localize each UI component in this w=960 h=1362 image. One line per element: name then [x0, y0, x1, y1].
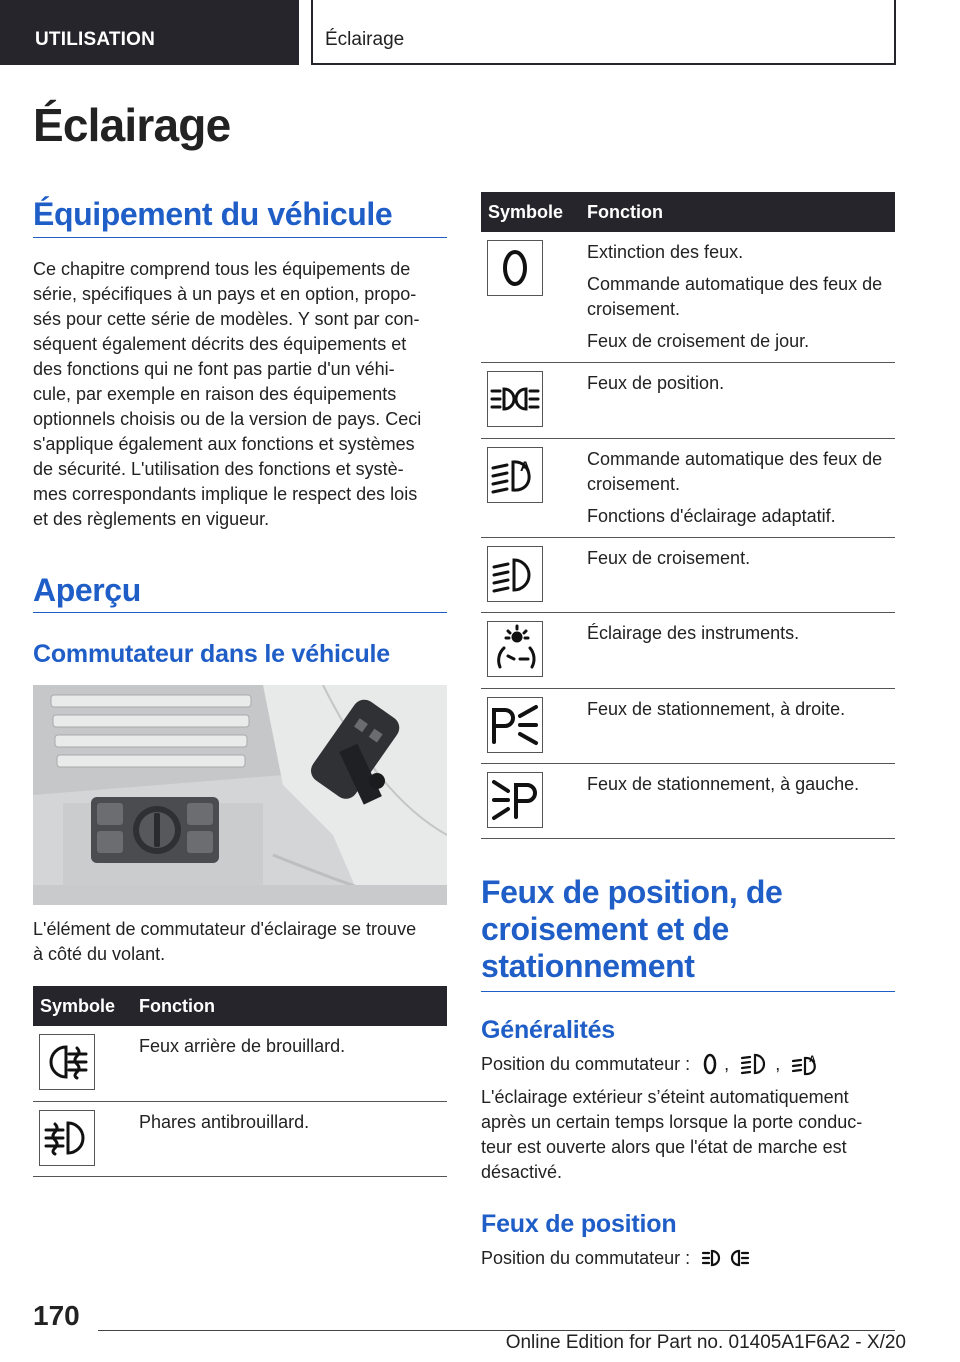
table-row — [481, 439, 895, 538]
paragraph-line: après un certain temps lorsque la porte conduc- — [481, 1112, 863, 1132]
section-label: UTILISATION — [35, 29, 156, 50]
table-row — [33, 1101, 447, 1176]
heading-line: croisement et de — [481, 911, 729, 947]
lights-section-heading — [481, 874, 895, 992]
table-row — [481, 538, 895, 613]
light-switch-photo — [33, 685, 447, 905]
separator: , — [775, 1054, 781, 1074]
svg-text:A: A — [809, 1054, 816, 1064]
heading-line: Feux de position, de — [481, 874, 783, 910]
position-label: Position du commutateur : — [481, 1054, 691, 1074]
function-text: Feux de stationnement, à gauche. — [587, 774, 860, 794]
table-row — [33, 1026, 447, 1101]
low-beam-icon — [487, 546, 543, 602]
chapter-label: Éclairage — [325, 29, 405, 50]
symbol-column-header: Symbole — [33, 986, 129, 1026]
equipment-line: et des règlements en vigueur. — [33, 509, 270, 529]
heading-line: stationnement — [481, 948, 695, 984]
edition-text: Online Edition for Part no. 01405A1F6A2 - X/20 — [505, 1332, 906, 1353]
equipment-line: de sécurité. L'utilisation des fonctions et systè- — [33, 459, 404, 479]
auto-low-beam-icon — [791, 1052, 821, 1076]
footer-divider — [98, 1330, 895, 1331]
function-text: Éclairage des instruments. — [587, 623, 800, 643]
equipment-line: des fonctions qui ne font pas partie d'un véhi- — [33, 359, 395, 379]
rear-fog-light-icon — [39, 1034, 95, 1090]
apercu-heading: Aperçu — [33, 572, 447, 613]
equipment-line: cule, par exemple en raison des équipements — [33, 384, 397, 404]
function-column-header: Fonction — [577, 192, 895, 232]
table-row — [481, 764, 895, 839]
equipment-line: sés pour cette série de modèles. Y sont par con- — [33, 309, 420, 329]
position-lights-icon — [487, 371, 543, 427]
function-text: Phares antibrouillard. — [139, 1111, 310, 1132]
auto-low-beam-icon — [487, 447, 543, 503]
front-fog-light-icon — [39, 1110, 95, 1166]
position-label: Position du commutateur : — [481, 1248, 691, 1268]
equipment-line: séquent également décrits des équipements et — [33, 334, 407, 354]
svg-text:A: A — [520, 458, 531, 474]
position-lights-switch-line — [481, 1246, 901, 1271]
equipment-heading: Équipement du véhicule — [33, 196, 447, 238]
separator: , — [724, 1054, 730, 1074]
page-title: Éclairage — [33, 99, 231, 151]
table-row — [481, 363, 895, 439]
lights-off-icon — [701, 1052, 719, 1076]
lighting-symbols-table — [481, 192, 895, 839]
caption-line: à côté du volant. — [33, 944, 166, 964]
chapter-tab — [311, 0, 896, 65]
parking-light-right-icon — [487, 697, 543, 753]
switch-caption — [33, 917, 451, 967]
table-row — [481, 232, 895, 363]
function-text: Feux de croisement de jour. — [587, 331, 810, 351]
generalites-paragraph — [481, 1085, 901, 1185]
paragraph-line: désactivé. — [481, 1162, 563, 1182]
equipment-paragraph — [33, 257, 451, 532]
switch-position-line — [481, 1052, 901, 1077]
paragraph-line: L'éclairage extérieur s’éteint automatiquement — [481, 1087, 849, 1107]
equipment-line: mes correspondants implique le respect des lois — [33, 484, 418, 504]
function-text: Commande automatique des feux de croisement. — [587, 449, 883, 494]
fog-lights-table — [33, 986, 447, 1177]
function-text: Extinction des feux. — [587, 242, 744, 262]
function-text: Feux de croisement. — [587, 548, 751, 568]
function-text: Feux de position. — [587, 373, 725, 393]
parking-light-left-icon — [487, 772, 543, 828]
equipment-line: Ce chapitre comprend tous les équipements de — [33, 259, 411, 279]
position-lights-icon — [701, 1246, 751, 1270]
function-text: Fonctions d'éclairage adaptatif. — [587, 506, 836, 526]
function-text: Feux de stationnement, à droite. — [587, 699, 846, 719]
function-text: Commande automatique des feux de croisement. — [587, 274, 883, 319]
lights-off-icon — [487, 240, 543, 296]
equipment-line: série, spécifiques à un pays et en option, propo- — [33, 284, 417, 304]
table-row — [481, 613, 895, 689]
table-row — [481, 689, 895, 764]
generalites-heading: Généralités — [481, 1016, 615, 1044]
section-tab — [0, 0, 299, 65]
symbol-column-header: Symbole — [481, 192, 577, 232]
paragraph-line: teur est ouverte alors que l'état de marche est — [481, 1137, 847, 1157]
caption-line: L'élément de commutateur d'éclairage se trouve — [33, 919, 417, 939]
function-column-header: Fonction — [129, 986, 447, 1026]
page-number: 170 — [33, 1300, 80, 1331]
equipment-line: optionnels choisis ou de la version de pays. Ceci — [33, 409, 422, 429]
switch-heading: Commutateur dans le véhicule — [33, 640, 390, 668]
position-lights-heading: Feux de position — [481, 1210, 677, 1238]
low-beam-icon — [740, 1052, 770, 1076]
instrument-lighting-icon — [487, 621, 543, 677]
equipment-line: s'applique également aux fonctions et systèmes — [33, 434, 415, 454]
function-text: Feux arrière de brouillard. — [139, 1036, 346, 1056]
